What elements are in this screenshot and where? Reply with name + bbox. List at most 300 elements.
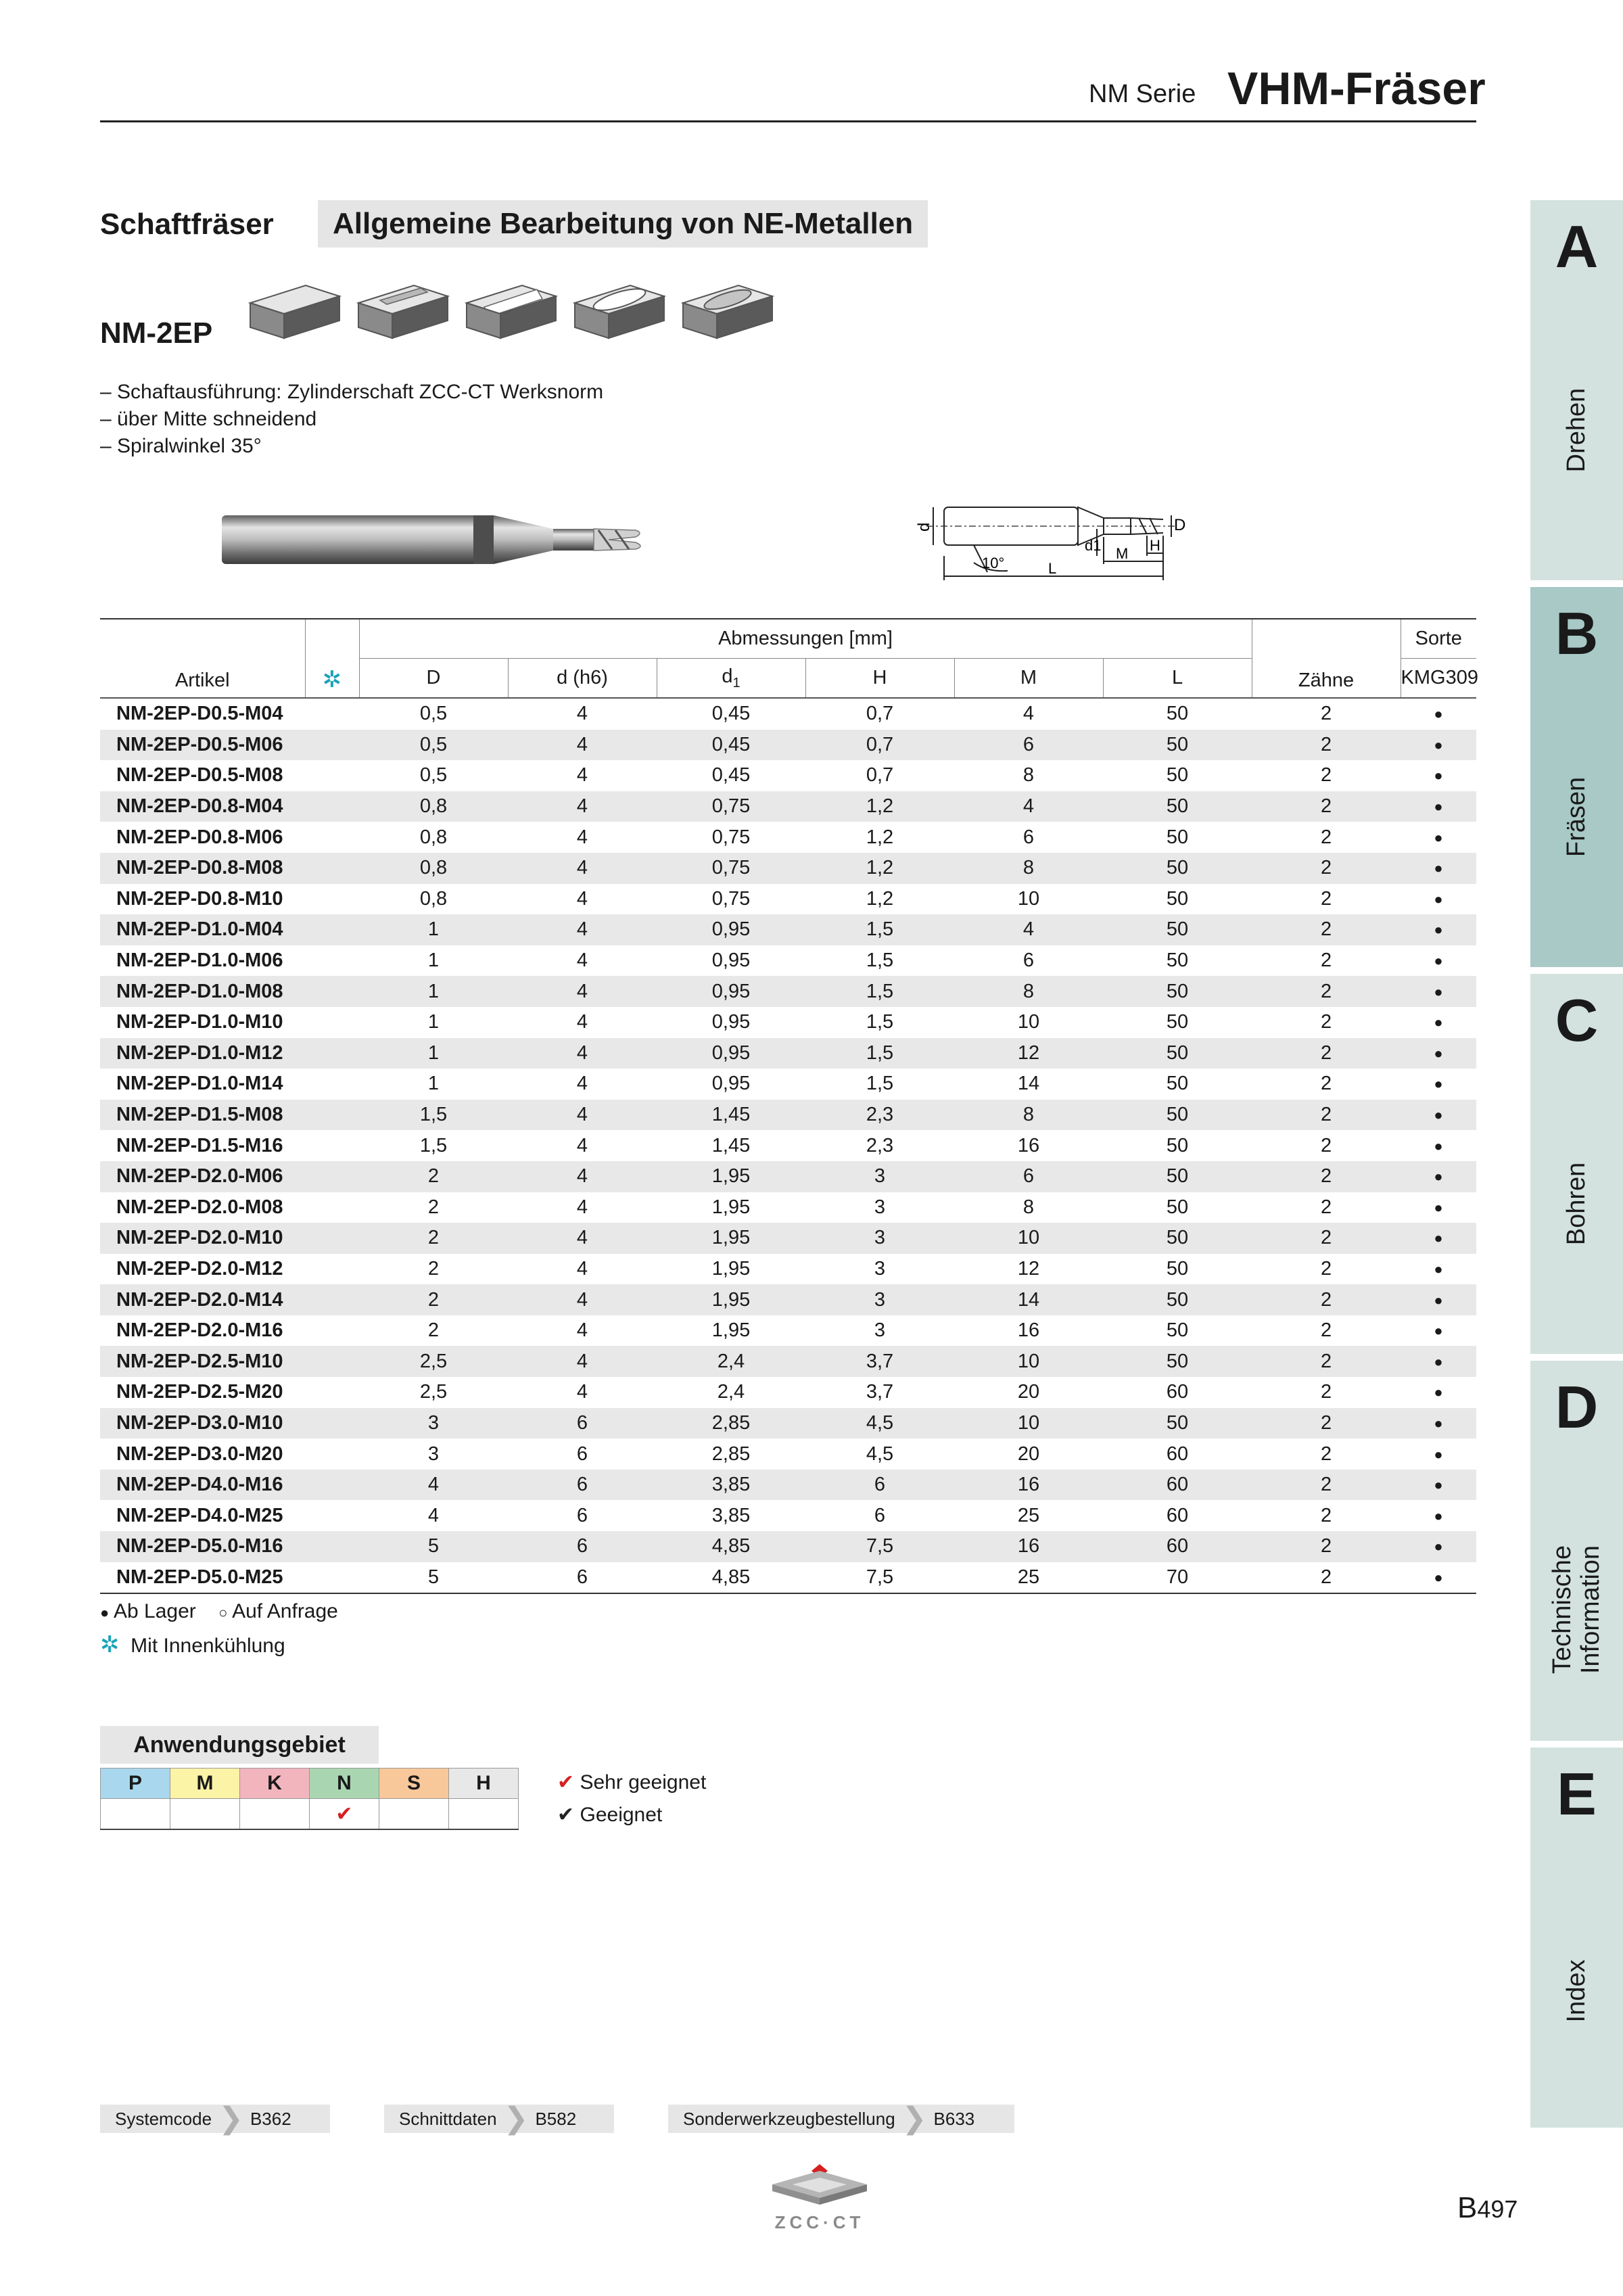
table-cell: 0,95 xyxy=(657,914,805,945)
table-cell: 8 xyxy=(954,853,1103,884)
table-cell: 60 xyxy=(1103,1531,1252,1562)
table-cell xyxy=(305,1562,359,1594)
table-cell: 3,85 xyxy=(711,1504,751,1526)
section-badge: Allgemeine Bearbeitung von NE-Metallen xyxy=(318,200,928,248)
table-cell xyxy=(305,1346,359,1377)
tab-drehen[interactable]: A Drehen xyxy=(1530,200,1623,580)
table-cell xyxy=(305,1007,359,1038)
table-cell: ● xyxy=(1401,1531,1476,1562)
table-cell: 1,95 xyxy=(657,1223,805,1254)
table-cell: 2 xyxy=(1320,703,1332,725)
table-cell xyxy=(305,1408,359,1439)
table-cell: ● xyxy=(1401,730,1476,761)
cell-artikel: NM-2EP-D2.0-M14 xyxy=(100,1284,305,1315)
table-cell: 2 xyxy=(427,1319,440,1342)
table-cell xyxy=(305,1223,359,1254)
table-cell: 10 xyxy=(954,1346,1103,1377)
table-cell xyxy=(305,884,359,915)
application-table xyxy=(100,1768,519,1830)
table-cell: 50 xyxy=(1103,1284,1252,1315)
table-cell: 2 xyxy=(1252,1470,1401,1501)
table-cell: 0,5 xyxy=(419,703,448,725)
table-cell: 4 xyxy=(576,1257,588,1280)
col-teeth: Zähne xyxy=(1252,619,1401,698)
table-cell: 3,85 xyxy=(657,1470,805,1501)
table-cell: 0,95 xyxy=(657,1038,805,1069)
page-number: B497 xyxy=(1457,2191,1518,2224)
table-cell: ● xyxy=(1434,1075,1443,1093)
table-cell xyxy=(305,698,359,730)
table-cell: ● xyxy=(1401,1470,1476,1501)
table-cell: 1,2 xyxy=(805,853,954,884)
table-cell: 1,45 xyxy=(711,1134,751,1156)
cell-artikel: NM-2EP-D3.0-M20 xyxy=(116,1443,283,1465)
table-cell: 4 xyxy=(576,1011,588,1033)
tool-photo xyxy=(216,506,649,573)
table-cell: ● xyxy=(1434,1014,1443,1031)
table-row xyxy=(100,822,1476,853)
table-cell: 4 xyxy=(576,1073,588,1095)
table-row xyxy=(100,1254,1476,1285)
table-cell: 1,5 xyxy=(805,1038,954,1069)
cell-artikel: NM-2EP-D0.5-M04 xyxy=(116,703,283,725)
table-cell: 10 xyxy=(954,1223,1103,1254)
table-cell: 6 xyxy=(576,1504,588,1526)
table-cell: 8 xyxy=(1022,1196,1035,1218)
table-cell: 8 xyxy=(954,976,1103,1007)
table-cell: ● xyxy=(1401,976,1476,1007)
table-cell: 50 xyxy=(1166,887,1189,910)
ref-schnittdaten[interactable]: Schnittdaten ❯ B582 xyxy=(384,2105,614,2133)
table-cell: ● xyxy=(1401,791,1476,822)
table-cell: 1,2 xyxy=(866,887,894,910)
table-cell: 0,75 xyxy=(711,826,751,848)
table-cell: 3 xyxy=(359,1408,508,1439)
table-cell xyxy=(305,791,359,822)
dim-H-label: H xyxy=(1150,537,1160,554)
table-cell: 4 xyxy=(508,1223,657,1254)
table-row xyxy=(100,1346,1476,1377)
ref-sonderwerkzeug[interactable]: Sonderwerkzeugbestellung ❯ B633 xyxy=(668,2105,1014,2133)
table-cell: 4 xyxy=(576,764,588,787)
table-cell: 4 xyxy=(508,1038,657,1069)
table-cell: 2 xyxy=(1320,1134,1332,1156)
table-cell: 7,5 xyxy=(805,1562,954,1594)
table-cell: 4 xyxy=(576,1196,588,1218)
table-row xyxy=(100,976,1476,1007)
table-cell: 0,5 xyxy=(359,730,508,761)
table-row xyxy=(100,945,1476,977)
table-cell: 6 xyxy=(1022,950,1035,972)
dim-M-label: M xyxy=(1116,545,1129,562)
dim-L-label: L xyxy=(1048,560,1057,577)
table-cell: ● xyxy=(1434,767,1443,784)
table-cell: 7,5 xyxy=(805,1531,954,1562)
col-H: H xyxy=(805,659,954,699)
material-suitability-s xyxy=(379,1799,449,1830)
table-cell: 50 xyxy=(1166,1257,1189,1280)
table-cell: 2 xyxy=(1252,914,1401,945)
table-cell: 0,8 xyxy=(359,853,508,884)
cell-artikel: NM-2EP-D0.8-M08 xyxy=(100,853,305,884)
table-cell: 2,5 xyxy=(419,1381,448,1403)
legend-suitable: ✔ Geeignet xyxy=(557,1804,663,1826)
col-d: d (h6) xyxy=(508,659,657,699)
table-cell: 1,95 xyxy=(657,1161,805,1192)
table-cell: 50 xyxy=(1166,826,1189,848)
table-cell: ● xyxy=(1401,1223,1476,1254)
table-cell: 6 xyxy=(508,1408,657,1439)
table-cell: 2,85 xyxy=(711,1443,751,1465)
table-cell xyxy=(305,1038,359,1069)
table-cell: 0,95 xyxy=(657,976,805,1007)
table-cell: ● xyxy=(1401,1562,1476,1594)
ref-systemcode[interactable]: Systemcode ❯ B362 xyxy=(100,2105,330,2133)
table-cell: 4,85 xyxy=(657,1562,805,1594)
cell-artikel: NM-2EP-D4.0-M16 xyxy=(100,1470,305,1501)
tab-technische-information[interactable]: D Technische Information xyxy=(1530,1361,1623,1741)
table-cell: 0,45 xyxy=(657,730,805,761)
table-cell: 1,5 xyxy=(805,914,954,945)
table-cell: 4 xyxy=(508,730,657,761)
table-cell: 3 xyxy=(805,1284,954,1315)
table-cell xyxy=(305,945,359,977)
table-cell: 4 xyxy=(508,1100,657,1131)
material-group-n: N xyxy=(310,1768,379,1799)
material-group-k: K xyxy=(240,1768,310,1799)
dim-d-label: d xyxy=(915,522,933,532)
table-cell: 1 xyxy=(359,1038,508,1069)
table-cell: 1,95 xyxy=(711,1257,751,1280)
coolant-label: Mit Innenkühlung xyxy=(131,1635,285,1657)
table-cell: 4 xyxy=(508,976,657,1007)
table-cell: 50 xyxy=(1166,950,1189,972)
table-cell: 2 xyxy=(1252,853,1401,884)
table-cell: ● xyxy=(1401,1038,1476,1069)
table-row xyxy=(100,1007,1476,1038)
table-cell: 2 xyxy=(427,1257,440,1280)
table-row xyxy=(100,1130,1476,1161)
table-cell: ● xyxy=(1434,1507,1443,1524)
table-cell: 4 xyxy=(508,1284,657,1315)
table-cell: 2,85 xyxy=(657,1408,805,1439)
table-cell: 50 xyxy=(1166,764,1189,787)
cell-artikel: NM-2EP-D5.0-M25 xyxy=(100,1562,305,1594)
table-cell xyxy=(305,1130,359,1161)
material-group-p: P xyxy=(101,1768,170,1799)
col-M: M xyxy=(954,659,1103,699)
table-cell xyxy=(305,730,359,761)
table-cell: 1 xyxy=(427,950,440,972)
table-cell: 2 xyxy=(1320,826,1332,848)
table-cell: 4 xyxy=(508,914,657,945)
table-cell: 12 xyxy=(954,1038,1103,1069)
table-row xyxy=(100,1161,1476,1192)
table-cell: 0,7 xyxy=(866,764,894,787)
table-cell: 1,45 xyxy=(657,1100,805,1131)
table-cell: 6 xyxy=(508,1562,657,1594)
table-cell: 10 xyxy=(954,1408,1103,1439)
table-cell: 50 xyxy=(1103,791,1252,822)
col-D: D xyxy=(359,659,508,699)
table-cell: 50 xyxy=(1103,976,1252,1007)
table-row xyxy=(100,1315,1476,1346)
table-cell: 0,95 xyxy=(711,1073,751,1095)
col-artikel: Artikel xyxy=(100,619,305,698)
table-cell: 2 xyxy=(1252,1038,1401,1069)
table-row xyxy=(100,1562,1476,1594)
table-cell: 20 xyxy=(1017,1443,1040,1465)
table-cell: 5 xyxy=(359,1562,508,1594)
table-cell: 0,95 xyxy=(711,950,751,972)
table-cell: 0,45 xyxy=(711,703,751,725)
table-cell: 1,2 xyxy=(805,791,954,822)
brand-logo xyxy=(766,2161,874,2233)
coolant-legend xyxy=(100,1631,285,1658)
table-cell: 0,7 xyxy=(866,703,894,725)
table-cell: 50 xyxy=(1103,914,1252,945)
table-cell xyxy=(305,1284,359,1315)
table-cell: 2 xyxy=(1252,1408,1401,1439)
cell-artikel: NM-2EP-D0.5-M08 xyxy=(116,764,283,787)
table-cell xyxy=(305,1161,359,1192)
table-cell: 50 xyxy=(1166,1319,1189,1342)
table-row xyxy=(100,914,1476,945)
col-L: L xyxy=(1103,659,1252,699)
material-group-h: H xyxy=(449,1768,519,1799)
table-cell: 70 xyxy=(1103,1562,1252,1594)
table-cell: 2 xyxy=(1252,1161,1401,1192)
table-cell: 10 xyxy=(1017,1011,1040,1033)
cell-artikel: NM-2EP-D2.0-M10 xyxy=(100,1223,305,1254)
table-cell: 4 xyxy=(359,1470,508,1501)
page-title: VHM-Fräser xyxy=(1227,63,1486,114)
table-cell: 16 xyxy=(1017,1134,1040,1156)
table-cell: ● xyxy=(1434,1137,1443,1154)
tab-fraesen[interactable]: B Fräsen xyxy=(1530,587,1623,967)
material-suitability-n: ✔ xyxy=(310,1799,379,1830)
application-title: Anwendungsgebiet xyxy=(100,1726,379,1764)
table-cell: 3 xyxy=(805,1223,954,1254)
stock-legend xyxy=(100,1600,338,1623)
table-cell: 6 xyxy=(805,1470,954,1501)
coolant-icon: ✲ xyxy=(322,667,342,693)
tab-index[interactable]: E Index xyxy=(1530,1748,1623,2128)
table-cell: 3 xyxy=(874,1196,886,1218)
table-row xyxy=(100,1192,1476,1223)
logo-mark-icon xyxy=(766,2161,874,2209)
material-suitability-m xyxy=(170,1799,240,1830)
table-cell: 2 xyxy=(1320,1319,1332,1342)
table-cell: 1 xyxy=(359,976,508,1007)
chevron-right-icon: ❯ xyxy=(901,2102,927,2135)
table-cell: 4 xyxy=(508,1346,657,1377)
table-row xyxy=(100,1408,1476,1439)
table-cell: 2 xyxy=(427,1196,440,1218)
table-cell xyxy=(305,1531,359,1562)
table-cell xyxy=(305,853,359,884)
table-row xyxy=(100,884,1476,915)
table-cell: 2 xyxy=(1252,1223,1401,1254)
table-row xyxy=(100,698,1476,730)
table-cell: 2 xyxy=(1252,791,1401,822)
table-cell: 50 xyxy=(1166,1134,1189,1156)
table-cell: 6 xyxy=(874,1504,886,1526)
table-cell: 2 xyxy=(1320,764,1332,787)
table-cell: 1,5 xyxy=(419,1134,448,1156)
table-row xyxy=(100,1438,1476,1470)
table-cell: 25 xyxy=(954,1562,1103,1594)
table-cell: 4 xyxy=(954,914,1103,945)
table-cell: ● xyxy=(1434,828,1443,846)
cell-artikel: NM-2EP-D0.8-M06 xyxy=(116,826,283,848)
table-cell: 0,8 xyxy=(419,826,448,848)
cell-artikel: NM-2EP-D1.0-M12 xyxy=(100,1038,305,1069)
table-cell: 2,4 xyxy=(657,1346,805,1377)
table-cell: 3 xyxy=(805,1161,954,1192)
table-cell: 2 xyxy=(359,1161,508,1192)
table-cell: 2 xyxy=(1252,730,1401,761)
cell-artikel: NM-2EP-D2.5-M10 xyxy=(100,1346,305,1377)
legend-very-suitable: ✔ Sehr geeignet xyxy=(557,1771,707,1794)
table-cell: 1,5 xyxy=(866,1011,894,1033)
dim-D-label: D xyxy=(1174,516,1186,534)
table-cell: ● xyxy=(1434,1384,1443,1401)
check-red-icon: ✔ xyxy=(557,1771,575,1794)
table-cell: 1 xyxy=(427,1011,440,1033)
table-cell: ● xyxy=(1434,1198,1443,1216)
table-cell: 1,95 xyxy=(657,1284,805,1315)
table-cell: 20 xyxy=(1017,1381,1040,1403)
coolant-legend-icon: ✲ xyxy=(100,1632,120,1658)
material-group-m: M xyxy=(170,1768,240,1799)
cell-artikel: NM-2EP-D0.5-M06 xyxy=(100,730,305,761)
request-icon: ○ xyxy=(218,1604,228,1621)
table-cell: 4 xyxy=(576,703,588,725)
table-cell: 1,95 xyxy=(711,1319,751,1342)
header-rule xyxy=(100,120,1476,122)
table-cell: 6 xyxy=(508,1531,657,1562)
cell-artikel: NM-2EP-D0.8-M04 xyxy=(100,791,305,822)
table-cell: ● xyxy=(1401,914,1476,945)
cell-artikel: NM-2EP-D2.0-M06 xyxy=(100,1161,305,1192)
table-cell: 1,5 xyxy=(866,1073,894,1095)
chevron-right-icon: ❯ xyxy=(218,2102,243,2135)
table-cell: 3 xyxy=(874,1319,886,1342)
cell-artikel: NM-2EP-D5.0-M16 xyxy=(100,1531,305,1562)
table-cell xyxy=(305,822,359,853)
table-cell: 10 xyxy=(1017,887,1040,910)
table-cell: 2 xyxy=(359,1284,508,1315)
material-suitability-k xyxy=(240,1799,310,1830)
table-cell: 60 xyxy=(1166,1443,1189,1465)
table-cell xyxy=(305,1438,359,1470)
table-row xyxy=(100,1470,1476,1501)
table-cell: 5 xyxy=(359,1531,508,1562)
dim-angle-label: 10° xyxy=(982,555,1005,571)
feature-item: – Schaftausführung: Zylinderschaft ZCC-CT Werksnorm xyxy=(100,381,604,403)
table-row xyxy=(100,730,1476,761)
table-cell: 50 xyxy=(1103,730,1252,761)
table-cell xyxy=(305,1470,359,1501)
table-cell: 2,3 xyxy=(805,1100,954,1131)
table-cell: 60 xyxy=(1166,1504,1189,1526)
table-cell: 0,75 xyxy=(657,853,805,884)
table-cell: 1 xyxy=(359,914,508,945)
closed-pocket-block-icon xyxy=(678,269,776,345)
table-cell: 50 xyxy=(1103,1100,1252,1131)
col-grade-group: Sorte xyxy=(1401,619,1476,659)
table-cell: 4 xyxy=(576,887,588,910)
material-group-s: S xyxy=(379,1768,449,1799)
product-name: NM-2EP xyxy=(100,317,213,350)
table-cell: 50 xyxy=(1166,703,1189,725)
table-cell: 2 xyxy=(1320,950,1332,972)
cell-artikel: NM-2EP-D3.0-M10 xyxy=(100,1408,305,1439)
table-cell: 0,95 xyxy=(711,1011,751,1033)
table-cell: 6 xyxy=(508,1470,657,1501)
col-grade: KMG309 xyxy=(1401,659,1476,699)
table-row xyxy=(100,1100,1476,1131)
table-cell: 4 xyxy=(576,1319,588,1342)
cell-artikel: NM-2EP-D1.0-M08 xyxy=(100,976,305,1007)
table-cell: 2 xyxy=(1252,976,1401,1007)
table-cell xyxy=(305,1377,359,1408)
table-cell: 4 xyxy=(576,950,588,972)
table-cell: 6 xyxy=(1022,826,1035,848)
table-cell: ● xyxy=(1434,1322,1443,1340)
table-cell: 4,85 xyxy=(657,1531,805,1562)
table-cell: ● xyxy=(1434,1260,1443,1278)
cell-artikel: NM-2EP-D1.5-M16 xyxy=(116,1134,283,1156)
table-cell: 2 xyxy=(1252,1562,1401,1594)
table-cell: 2,4 xyxy=(717,1381,745,1403)
table-cell: ● xyxy=(1401,1284,1476,1315)
table-cell: 1 xyxy=(427,1073,440,1095)
table-cell: 4,5 xyxy=(866,1443,894,1465)
stock-label: Ab Lager xyxy=(113,1600,196,1622)
table-cell: 2 xyxy=(1320,1443,1332,1465)
table-cell: 4 xyxy=(576,826,588,848)
table-cell xyxy=(305,1315,359,1346)
table-cell: 2 xyxy=(1320,1504,1332,1526)
table-cell: 12 xyxy=(1017,1257,1040,1280)
table-cell: 2 xyxy=(1252,1346,1401,1377)
table-cell: 4 xyxy=(954,791,1103,822)
table-cell: 1,2 xyxy=(866,826,894,848)
table-cell: 2 xyxy=(1320,1196,1332,1218)
table-cell: 1,5 xyxy=(359,1100,508,1131)
table-cell: 50 xyxy=(1103,1346,1252,1377)
cell-artikel: NM-2EP-D0.8-M10 xyxy=(116,887,283,910)
table-cell: 2 xyxy=(1252,1531,1401,1562)
table-cell: 0,45 xyxy=(711,764,751,787)
cell-artikel: NM-2EP-D1.0-M14 xyxy=(116,1073,283,1095)
feature-item: – Spiralwinkel 35° xyxy=(100,435,262,457)
table-cell: 3,7 xyxy=(805,1346,954,1377)
tab-bohren[interactable]: C Bohren xyxy=(1530,974,1623,1354)
col-group-dimensions: Abmessungen [mm] xyxy=(359,619,1252,659)
table-cell: 2 xyxy=(1320,1073,1332,1095)
table-cell: 1,5 xyxy=(805,976,954,1007)
table-cell: 3,7 xyxy=(866,1381,894,1403)
table-cell: ● xyxy=(1434,890,1443,908)
cell-artikel: NM-2EP-D2.0-M12 xyxy=(116,1257,283,1280)
table-cell: 3 xyxy=(427,1443,440,1465)
cell-artikel: NM-2EP-D1.0-M10 xyxy=(116,1011,283,1033)
table-cell: 0,8 xyxy=(359,791,508,822)
table-cell xyxy=(305,1254,359,1285)
